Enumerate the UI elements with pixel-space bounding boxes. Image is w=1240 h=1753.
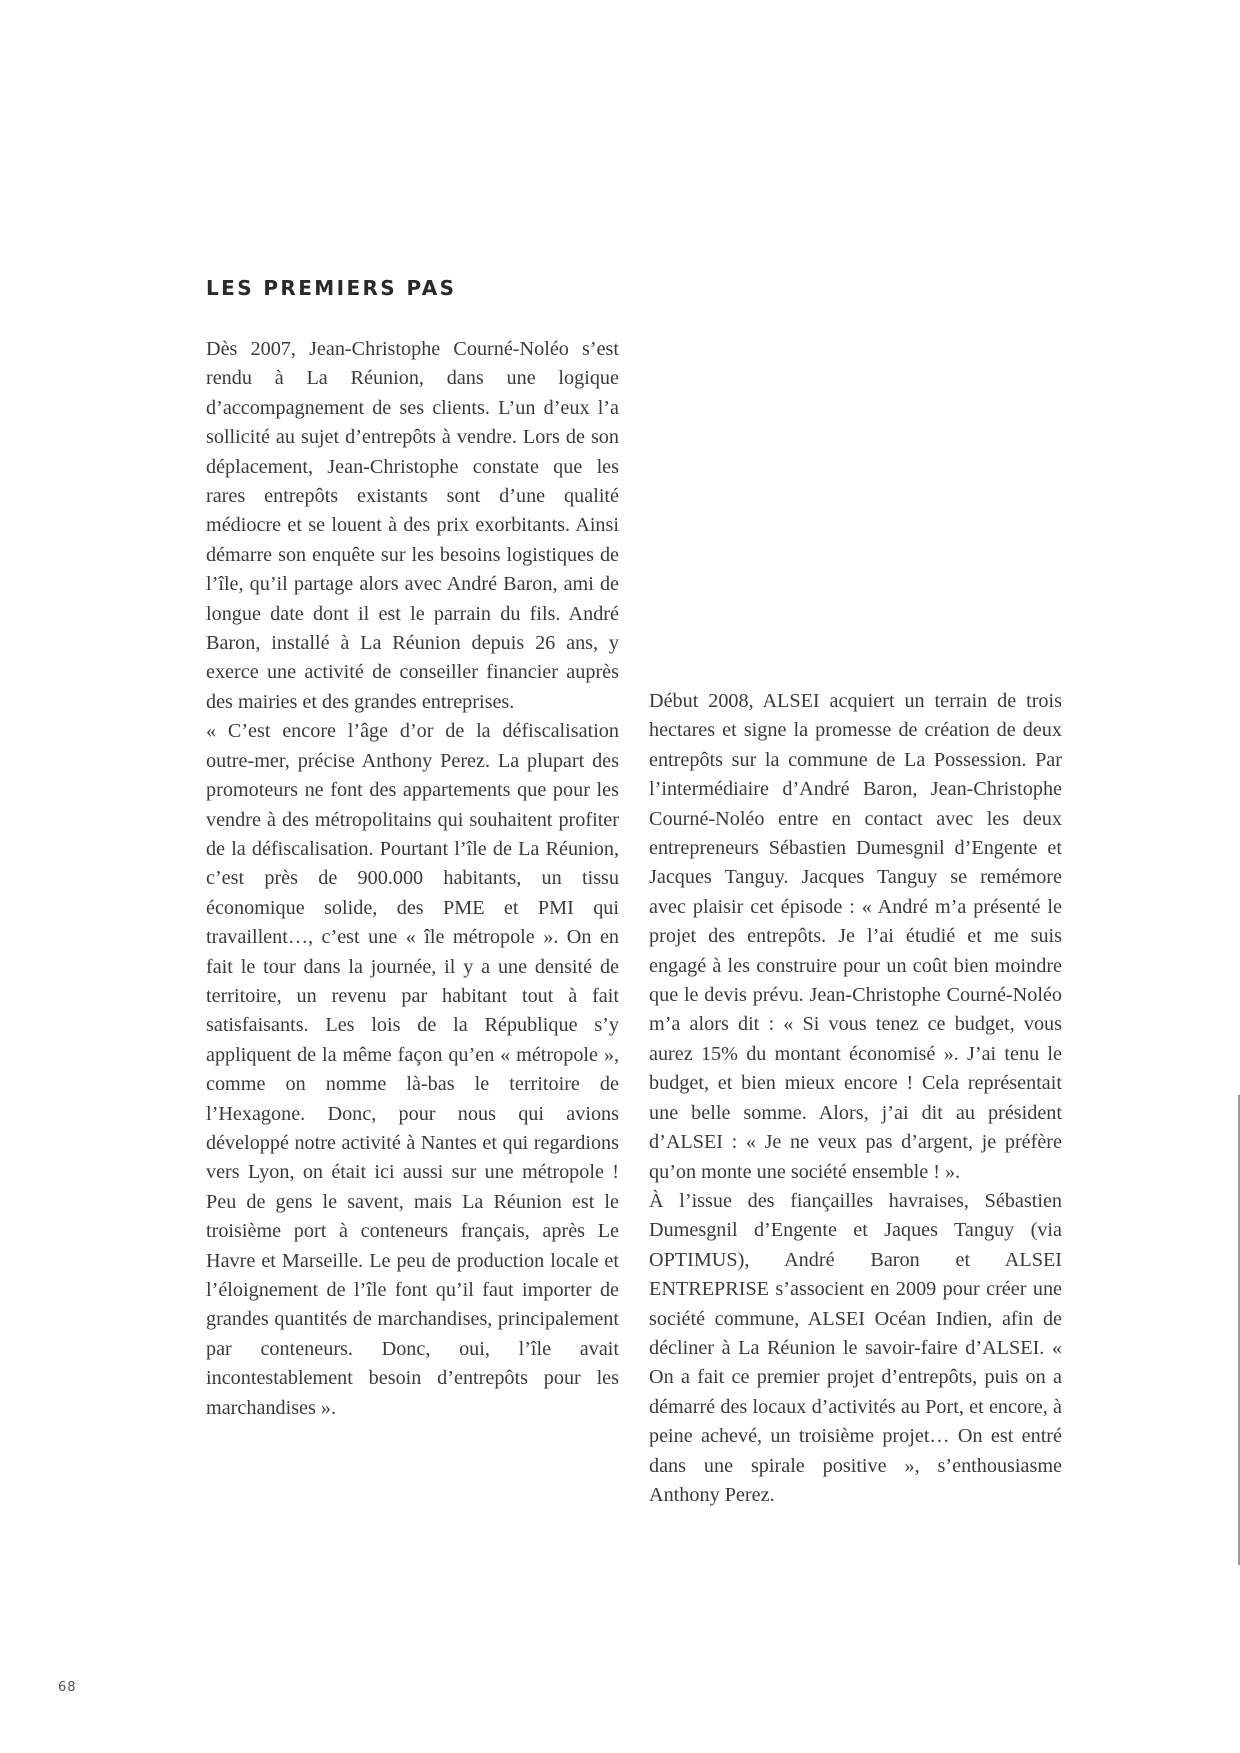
paragraph: Dès 2007, Jean-Christophe Courné-Noléo s’est rendu à La Réunion, dans une logique d’accompagnement de ses clients. L’un d’eux l’a sollicité au sujet d’entrepôts à vendre. Lors de son déplacement, Jean-Christophe constate que les rares entrepôts existants sont d’une qualité médiocre et se louent à des prix exorbitants. Ainsi démarre son enquête sur les besoins logistiques de l’île, qu’il partage alors avec André Baron, ami de longue date dont il est le parrain du fils. André Baron, installé à La Réunion depuis 26 ans, y exerce une activité de conseiller financier auprès des mairies et des grandes entreprises. bbox=[206, 338, 619, 713]
paragraph: « C’est encore l’âge d’or de la défiscalisation outre-mer, précise Anthony Perez. La plupart des promoteurs ne font des appartements que pour les vendre à des métropolitains qui souhaitent profiter de la défiscalisation. Pourtant l’île de La Réunion, c’est près de 900.000 habitants, un tissu économique solide, des PME et PMI qui travaillent…, c’est une « île métropole ». On en fait le tour dans la journée, il y a une densité de territoire, un revenu par habitant tout à fait satisfaisants. Les lois de la République s’y appliquent de la même façon qu’en « métropole », comme on nomme là-bas le territoire de l’Hexagone. Donc, pour nous qui avions développé notre activité à Nantes et qui regardions vers Lyon, on était ici aussi sur une métropole ! Peu de gens le savent, mais La Réunion est le troisième port à conteneurs français, après Le Havre et Marseille. Le peu de production locale et l’éloignement de l’île font qu’il faut importer de grandes quantités de marchandises, principalement par conteneurs. Donc, oui, l’île avait incontestablement besoin d’entrepôts pour les marchandises ». bbox=[206, 720, 619, 1419]
paragraph: À l’issue des fiançailles havraises, Sébastien Dumesgnil d’Engente et Jaques Tanguy (via OPTIMUS), André Baron et ALSEI ENTREPRISE s’associent en 2009 pour créer une société commune, ALSEI Océan Indien, afin de décliner à La Réunion le savoir-faire d’ALSEI. « On a fait ce premier projet d’entrepôts, puis on a démarré des locaux d’activités au Port, et encore, à peine achevé, un troisième projet… On est entré dans une spirale positive », s’enthousiasme Anthony Perez. bbox=[649, 1189, 1062, 1506]
section-heading: LES PREMIERS PAS bbox=[206, 276, 457, 300]
left-column bbox=[206, 335, 619, 1423]
paragraph: Début 2008, ALSEI acquiert un terrain de trois hectares et signe la promesse de création de deux entrepôts sur la commune de La Possession. Par l’intermédiaire d’André Baron, Jean-Christophe Courné-Noléo entre en contact avec les deux entrepreneurs Sébastien Dumesgnil d’Engente et Jacques Tanguy. Jacques Tanguy se remémore avec plaisir cet épisode : « André m’a présenté le projet des entrepôts. Je l’ai étudié et me suis engagé à les construire pour un coût bien moindre que le devis prévu. Jean-Christophe Courné-Noléo m’a alors dit : « Si vous tenez ce budget, vous aurez 15% du montant économisé ». J’ai tenu le budget, et bien mieux encore ! Cela représentait une belle somme. Alors, j’ai dit au président d’ALSEI : « Je ne veux pas d’argent, je préfère qu’on monte une société ensemble ! ». bbox=[649, 690, 1062, 1183]
page-number: 68 bbox=[58, 1680, 77, 1695]
right-column bbox=[649, 687, 1062, 1510]
